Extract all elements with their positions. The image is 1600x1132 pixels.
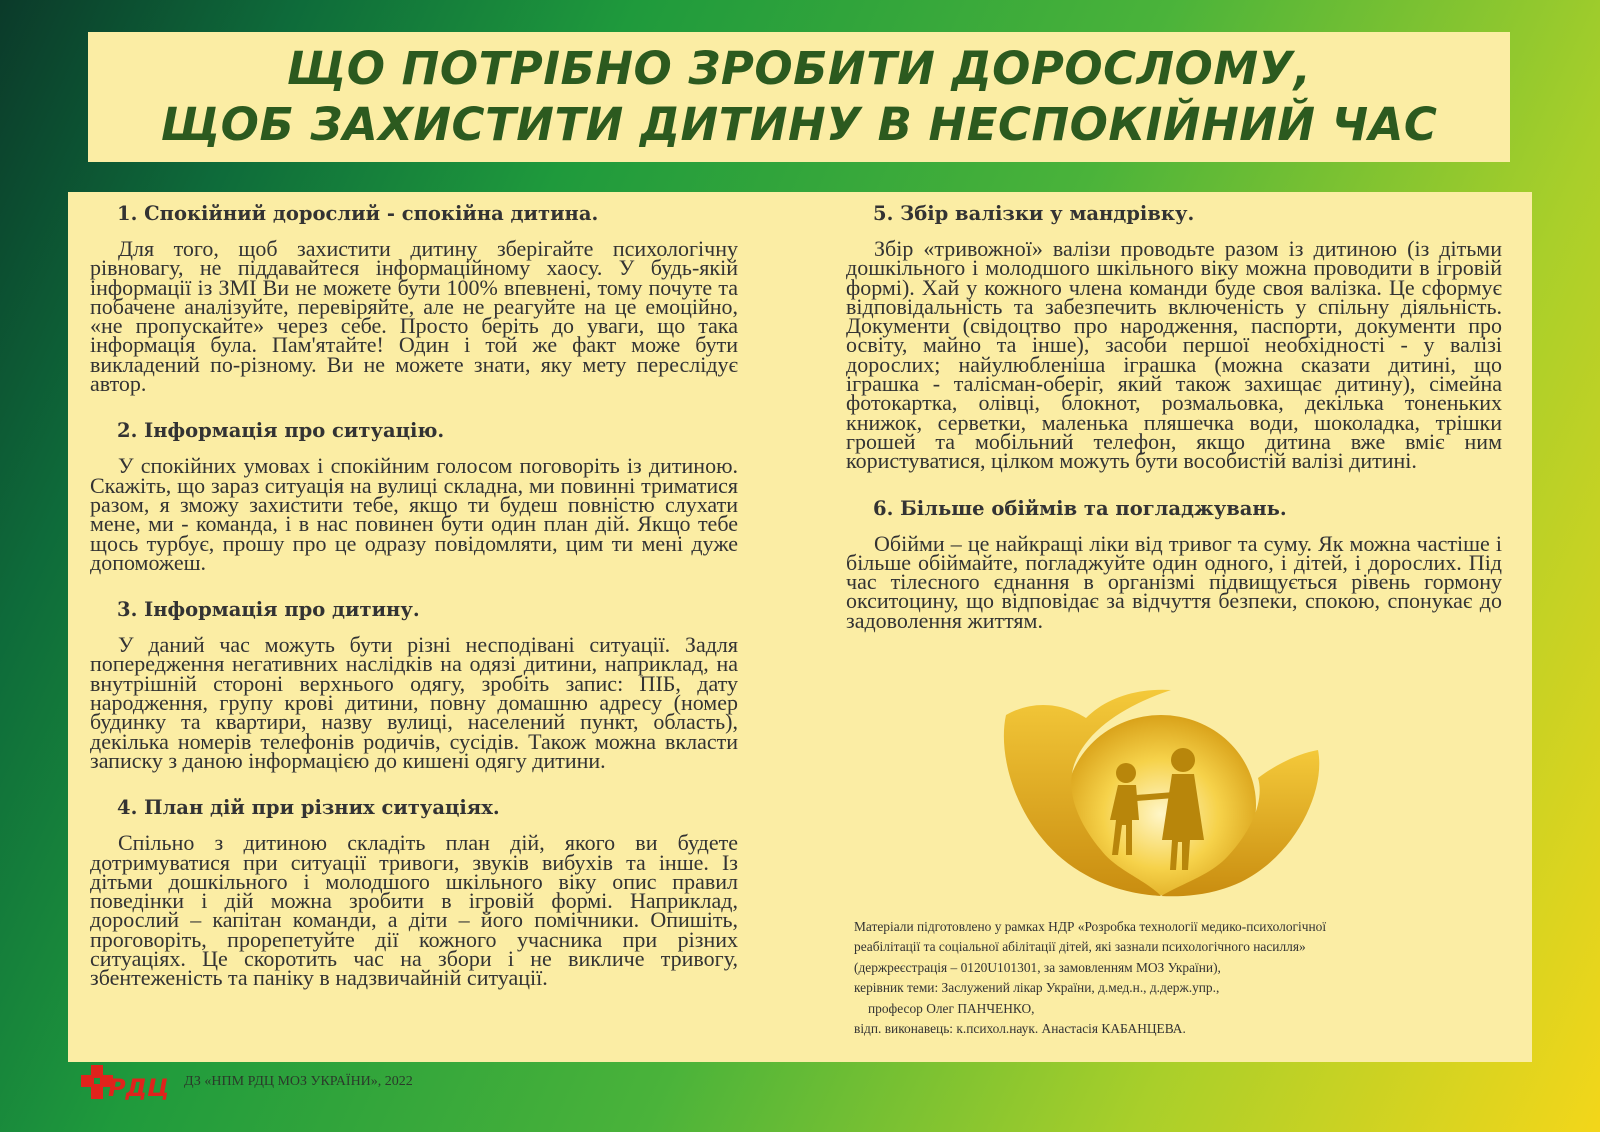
- section-2: [90, 419, 738, 575]
- section-5: [846, 202, 1502, 474]
- page-title-line-2: ЩОБ ЗАХИСТИТИ ДИТИНУ В НЕСПОКІЙНИЙ ЧАС: [160, 98, 1438, 151]
- section-1: [90, 202, 738, 397]
- section-text: У даний час можуть бути різні несподівані ситуації. Задля попередження негативних наслідків на одязі дитини, наприклад, на внутрішній стороні верхнього одягу, зробіть запис: ПІБ, дату народження, групу крові дитини, повну домашню адресу (номер будинку та квартири, назву вулиці, населений пункт, область), декілька номерів телефонів родичів, сусідів. Також можна вкласти записку з даною інформацією до кишені одягу дитини.: [90, 632, 738, 773]
- section-3: [90, 598, 738, 773]
- title-banner: [88, 32, 1510, 162]
- section-heading: 6. Більше обіймів та погладжувань.: [873, 496, 1287, 520]
- section-4: [90, 796, 738, 991]
- section-6: [846, 496, 1502, 633]
- footer-text: ДЗ «НПМ РДЦ МОЗ УКРАЇНИ», 2022: [184, 1074, 413, 1089]
- section-heading: 2. Інформація про ситуацію.: [117, 419, 445, 443]
- content-panel: [68, 192, 1532, 1062]
- credits-line: відп. виконавець: к.психол.наук. Анастасія КАБАНЦЕВА.: [854, 1021, 1186, 1037]
- protecting-hands-illustration: [996, 670, 1326, 920]
- section-heading: 3. Інформація про дитину.: [117, 598, 420, 622]
- credits-line: керівник теми: Заслужений лікар України, д.мед.н., д.держ.упр.,: [854, 980, 1220, 996]
- section-text: Збір «тривожної» валізи проводьте разом із дитиною (із дітьми дошкільного і молодшого шкільного віку можна проводити в ігровій формі). Хай у кожного члена команди буде своя валізка. Це сформує відповідальність та забезпечить включеність у спільну діяльність. Документи (свідоцтво про народження, паспорти, документи про освіту, майно та інше), засоби першої необхідності - у валізі дорослих; найулюбленіша іграшка (можна сказати дитині, що іграшка - талісман-оберіг, який також захищає дитину), сімейна фотокартка, олівці, блокнот, розмальовка, декілька тоненьких книжок, серветки, маленька пляшечка води, шоколадка, трішки грошей та мобільний телефон, якщо дитина вже вміє ним користуватися, цілком можуть бути вособистій валізі дитині.: [846, 236, 1502, 474]
- rdc-logo: [78, 1062, 170, 1102]
- section-heading: 5. Збір валізки у мандрівку.: [873, 202, 1195, 225]
- credits-line: (держреєстрація – 0120U101301, за замовленням МОЗ України),: [854, 959, 1221, 975]
- page-title-line-1: ЩО ПОТРІБНО ЗРОБИТИ ДОРОСЛОМУ,: [286, 42, 1312, 95]
- credits-block: [854, 917, 1504, 1039]
- left-column: [90, 202, 738, 1014]
- credits-line: професор Олег ПАНЧЕНКО,: [868, 1000, 1035, 1016]
- credits-line: Матеріали підготовлено у рамках НДР «Розробка технології медико-психологічної: [854, 919, 1327, 934]
- section-text: У спокійних умовах і спокійним голосом поговоріть із дитиною. Скажіть, що зараз ситуація на вулиці складна, ми повинні триматися разом, я зможу захистити тебе, якщо ти будеш повністю слухати мене, ми - команда, і в нас повинен бути один план дій. Якщо тебе щось турбує, прошу про це одразу повідомляти, цим ти мені дуже допоможеш.: [90, 453, 738, 575]
- section-text: Для того, щоб захистити дитину зберігайте психологічну рівновагу, не піддавайтеся інформаційному хаосу. У будь-якій інформації із ЗМІ Ви не можете бути 100% впевнені, тому почуте та побачене аналізуйте, перевіряйте, але не реагуйте на це емоційно, «не пропускайте» через себе. Просто беріть до уваги, що така інформація була. Пам'ятайте! Один і той же факт може бути викладений по-різному. Ви не можете знати, яку мету переслідує автор.: [90, 236, 738, 397]
- section-text: Обійми – це найкращі ліки від тривог та суму. Як можна частіше і більше обіймайте, погладжуйте один одного, і дітей, і дорослих. Під час тілесного єднання в організмі підвищується рівень гормону окситоцину, що відповідає за відчуття безпеки, спокою, спонукає до задоволення життям.: [846, 530, 1502, 633]
- section-text: Спільно з дитиною складіть план дій, якого ви будете дотримуватися при ситуації тривоги, звуків вибухів та інше. Із дітьми дошкільного і молодшого шкільного віку опис правил поведінки і дій можна зробити в ігровій формі. Наприклад, дорослий – капітан команди, а діти – його помічники. Опишіть, проговоріть, прорепетуйте дії кожного учасника при різних ситуаціях. Це скоротить час на збори і не викличе тривогу, збентеженість та паніку в надзвичайній ситуації.: [90, 830, 738, 991]
- section-heading: 1. Спокійний дорослий - спокійна дитина.: [117, 202, 599, 225]
- right-column: [846, 202, 1502, 656]
- logo-text: РДЦ: [108, 1074, 170, 1102]
- credits-line: реабілітації та соціальної абілітації дітей, які зазнали психологічного насилля»: [854, 939, 1306, 955]
- section-heading: 4. План дій при різних ситуаціях.: [117, 796, 500, 820]
- footer: [78, 1062, 413, 1102]
